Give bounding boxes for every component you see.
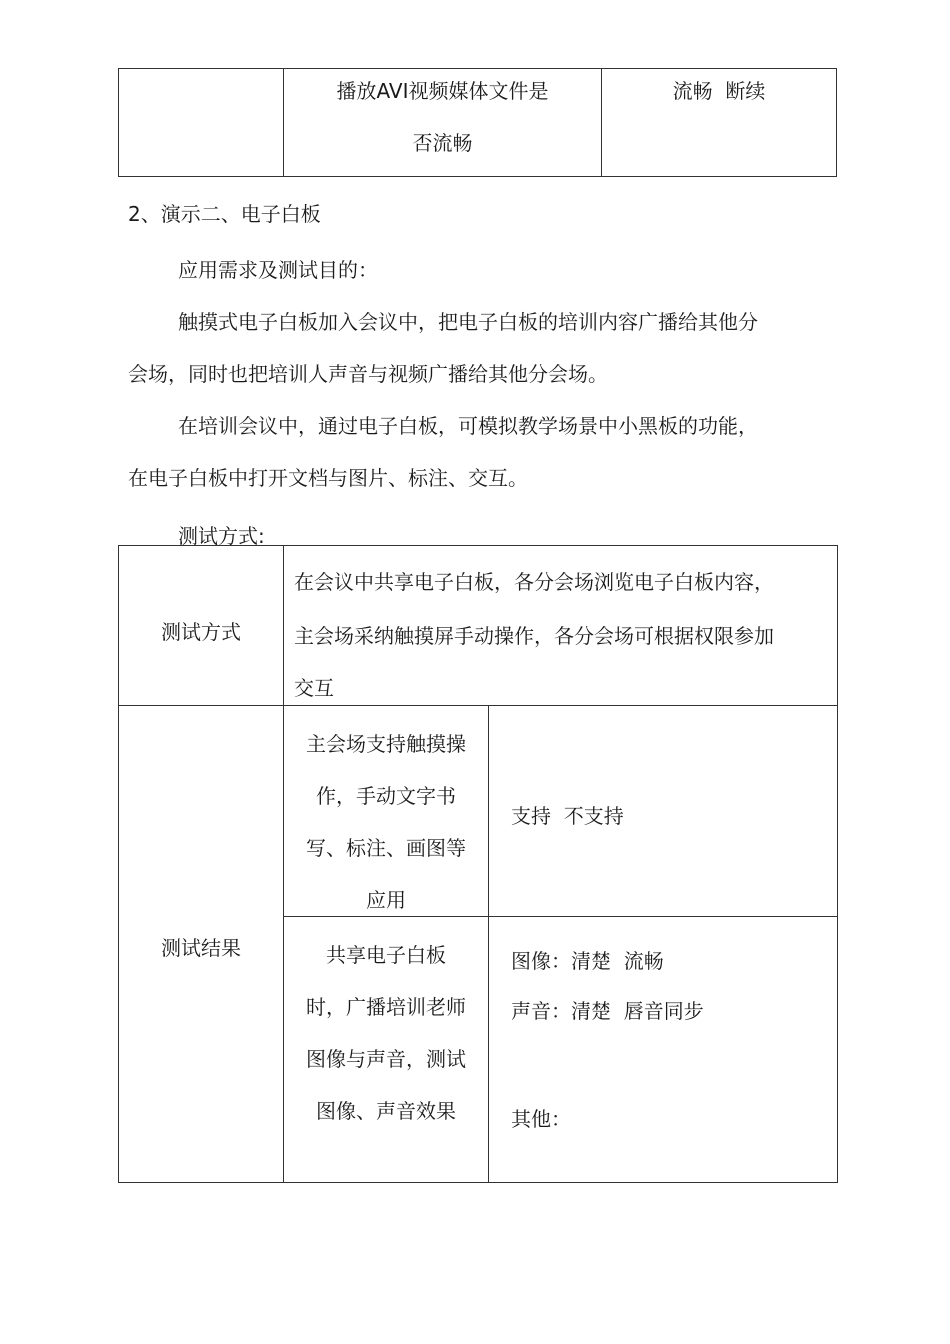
row2-result-cell: [489, 917, 838, 1183]
method-text-line1: 在会议中共享电子白板，各分会场浏览电子白板内容，: [294, 570, 774, 594]
para1-line2: 会场，同时也把培训人声音与视频广播给其他分会场。: [128, 362, 608, 386]
method-text-line3: 交互: [294, 676, 334, 700]
row2-item-cell: [284, 917, 489, 1183]
method-label-cell: [119, 546, 284, 706]
top-table-item-cell: [284, 69, 602, 177]
method-text-line2: 主会场采纳触摸屏手动操作，各分会场可根据权限参加: [294, 624, 774, 648]
method-label: 测试方式:: [178, 524, 265, 548]
result-label-cell: [119, 706, 284, 1183]
row2-image-result: 图像：清楚 流畅: [511, 949, 664, 973]
row1-item-line3: 写、标注、画图等: [306, 836, 466, 860]
row2-item-line4: 图像、声音效果: [316, 1099, 456, 1123]
method-cell-label: 测试方式: [161, 620, 241, 644]
row1-item-line2: 作，手动文字书: [316, 784, 456, 808]
row1-item-line1: 主会场支持触摸操: [306, 732, 466, 756]
para2-line2: 在电子白板中打开文档与图片、标注、交互。: [128, 466, 528, 490]
para1-line1: 触摸式电子白板加入会议中，把电子白板的培训内容广播给其他分: [178, 310, 758, 334]
row1-item-cell: [284, 706, 489, 917]
top-item-line-1: 播放AVI视频媒体文件是: [336, 79, 549, 103]
result-cell-label: 测试结果: [161, 936, 241, 960]
top-table-result-cell: [602, 69, 837, 177]
row2-sound-result: 声音：清楚 唇音同步: [511, 999, 704, 1023]
row1-result-text: 支持 不支持: [511, 804, 624, 828]
requirement-label: 应用需求及测试目的：: [178, 258, 378, 282]
row1-result-cell: [489, 706, 838, 917]
row1-item-line4: 应用: [366, 888, 406, 912]
top-item-line-2: 否流畅: [412, 131, 473, 155]
row2-item-line3: 图像与声音，测试: [306, 1047, 466, 1071]
para2-line1: 在培训会议中，通过电子白板，可模拟教学场景中小黑板的功能，: [178, 414, 758, 438]
section-heading: 2、演示二、电子白板: [128, 202, 321, 226]
top-table: [118, 68, 837, 177]
top-table-empty-cell: [119, 69, 284, 177]
row2-item-line2: 时，广播培训老师: [306, 995, 466, 1019]
row2-item-line1: 共享电子白板: [326, 943, 446, 967]
top-result-text: 流畅 断续: [672, 79, 766, 103]
method-text-cell: [284, 546, 838, 706]
row2-other-label: 其他：: [511, 1107, 571, 1131]
main-table: [118, 545, 838, 1183]
